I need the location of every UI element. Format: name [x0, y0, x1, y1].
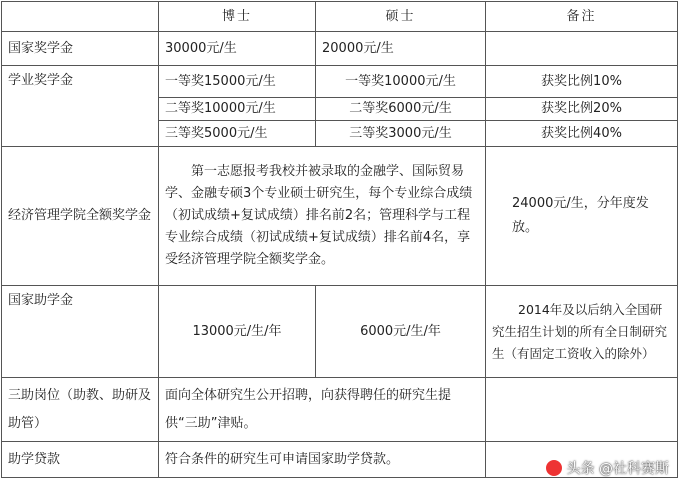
description: 符合条件的研究生可申请国家助学贷款。 [159, 442, 486, 478]
header-empty [2, 2, 159, 32]
note-value [486, 32, 678, 66]
note-value [486, 378, 678, 442]
watermark-text: 头条 @社科赛斯 [566, 461, 669, 477]
note-value: 获奖比例10% [486, 66, 678, 98]
header-master: 硕士 [316, 2, 486, 32]
funding-table [1, 1, 678, 478]
description: 第一志愿报考我校并被录取的金融学、国际贸易学、金融专硕3个专业硕士研究生，每个专业综合成绩（初试成绩+复试成绩）排名前2名；管理科学与工程专业综合成绩（初试成绩+复试成绩）排名前4名，享受经济管理学院全额奖学金。 [159, 147, 486, 286]
row-label: 学业奖学金 [2, 66, 159, 147]
toutiao-logo-icon [545, 459, 563, 477]
description: 面向全体研究生公开招聘，向获得聘任的研究生提供“三助”津贴。 [159, 378, 486, 442]
row-full-scholarship [2, 147, 678, 286]
row-label: 国家奖学金 [2, 32, 159, 66]
row-national-grant [2, 286, 678, 378]
phd-value: 二等奖10000元/生 [159, 98, 316, 121]
row-label: 助学贷款 [2, 442, 159, 478]
row-academic-1 [2, 66, 678, 98]
header-phd: 博士 [159, 2, 316, 32]
watermark [545, 458, 669, 478]
row-three-assist [2, 378, 678, 442]
header-note: 备注 [486, 2, 678, 32]
header-row [2, 2, 678, 32]
note-value: 获奖比例40% [486, 121, 678, 147]
master-value: 一等奖10000元/生 [316, 66, 486, 98]
phd-value: 三等奖5000元/生 [159, 121, 316, 147]
note-value: 获奖比例20% [486, 98, 678, 121]
note-value: 2014年及以后纳入全国研究生招生计划的所有全日制研究生（有固定工资收入的除外） [486, 286, 678, 378]
row-label: 经济管理学院全额奖学金 [2, 147, 159, 286]
master-value: 二等奖6000元/生 [316, 98, 486, 121]
master-value: 三等奖3000元/生 [316, 121, 486, 147]
row-label: 三助岗位（助教、助研及助管） [2, 378, 159, 442]
phd-value: 13000元/生/年 [159, 286, 316, 378]
phd-value: 30000元/生 [159, 32, 316, 66]
row-label: 国家助学金 [2, 286, 159, 378]
master-value: 20000元/生 [316, 32, 486, 66]
row-national-scholarship [2, 32, 678, 66]
phd-value: 一等奖15000元/生 [159, 66, 316, 98]
master-value: 6000元/生/年 [316, 286, 486, 378]
note-value: 24000元/生，分年度发放。 [486, 147, 678, 286]
